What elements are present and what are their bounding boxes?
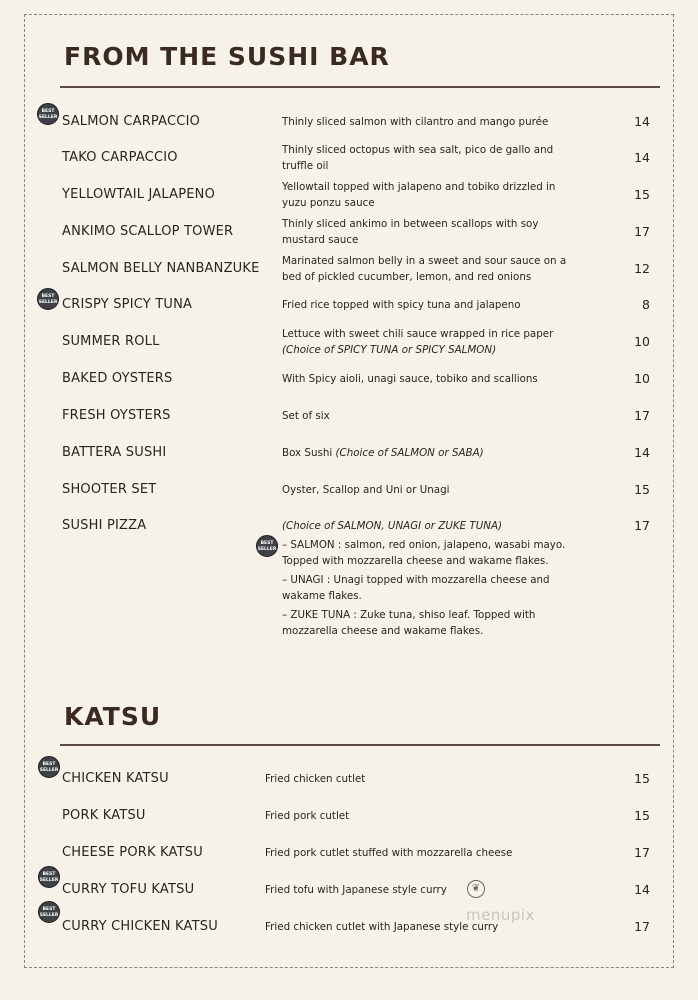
item-price: 15 [634,771,650,786]
item-name: CURRY CHICKEN KATSU [62,919,218,934]
item-description: Oyster, Scallop and Uni or Unagi [282,484,450,496]
item-price: 14 [634,882,650,897]
item-price: 14 [634,445,650,460]
item-price: 17 [634,518,650,533]
menupix-watermark: menupix [466,906,535,924]
item-name: SALMON BELLY NANBANZUKE [62,261,260,276]
item-description: Fried chicken cutlet with Japanese style curry [265,921,499,933]
item-description [282,518,574,639]
item-name: CRISPY SPICY TUNA [62,297,193,312]
best-seller-badge: BEST SELLER [38,901,60,923]
item-description: Fried rice topped with spicy tuna and jalapeno [282,299,521,311]
section-divider [60,86,660,88]
item-name: CHEESE PORK KATSU [62,845,203,860]
item-name: BAKED OYSTERS [62,371,173,386]
item-description: With Spicy aioli, unagi sauce, tobiko and scallions [282,373,538,385]
item-description: Thinly sliced salmon with cilantro and mango purée [282,116,549,128]
item-name: TAKO CARPACCIO [62,150,178,165]
item-price: 12 [634,261,650,276]
section-divider [60,744,660,746]
item-name: YELLOWTAIL JALAPENO [62,187,216,202]
item-price: 10 [634,334,650,349]
item-description [282,326,582,358]
item-name: BATTERA SUSHI [62,445,167,460]
item-description: Fried chicken cutlet [265,773,366,785]
best-seller-badge: BEST SELLER [256,535,278,557]
item-description: Fried tofu with Japanese style curry [265,884,447,896]
section-title-sushi-bar: FROM THE SUSHI BAR [64,42,390,71]
item-price: 14 [634,114,650,129]
item-name: SUSHI PIZZA [62,518,147,533]
item-description: Thinly sliced ankimo in between scallops with soy mustard sauce [282,218,539,246]
item-price: 15 [634,482,650,497]
item-price: 8 [642,297,650,312]
item-choice-note: (Choice of SALMON or SABA) [335,447,484,459]
pizza-option-salmon: – SALMON : salmon, red onion, jalapeno, wasabi mayo. Topped with mozzarella cheese and wakame flakes. [282,539,566,567]
item-description: Fried pork cutlet stuffed with mozzarella cheese [265,847,513,859]
item-name: SHOOTER SET [62,482,157,497]
section-title-katsu: KATSU [64,702,162,731]
item-name: ANKIMO SCALLOP TOWER [62,224,234,239]
item-description-text: Lettuce with sweet chili sauce wrapped in rice paper [282,328,554,340]
best-seller-badge: BEST SELLER [37,103,59,125]
item-price: 17 [634,845,650,860]
item-name: PORK KATSU [62,808,146,823]
item-description: Fried pork cutlet [265,810,350,822]
item-name: FRESH OYSTERS [62,408,171,423]
item-choice-note: (Choice of SALMON, UNAGI or ZUKE TUNA) [282,520,503,532]
item-price: 17 [634,919,650,934]
item-price: 17 [634,408,650,423]
pizza-option-zuke-tuna: – ZUKE TUNA : Zuke tuna, shiso leaf. Topped with mozzarella cheese and wakame flakes. [282,609,536,637]
item-price: 14 [634,150,650,165]
item-description-text: Box Sushi [282,447,333,459]
item-name: CHICKEN KATSU [62,771,169,786]
item-name: SUMMER ROLL [62,334,160,349]
item-description: Thinly sliced octopus with sea salt, pico de gallo and truffle oil [282,144,554,172]
item-name: SALMON CARPACCIO [62,114,201,129]
item-description: Yellowtail topped with jalapeno and tobiko drizzled in yuzu ponzu sauce [282,181,556,209]
item-price: 10 [634,371,650,386]
pizza-option-unagi: – UNAGI : Unagi topped with mozzarella cheese and wakame flakes. [282,574,550,602]
best-seller-badge: BEST SELLER [38,756,60,778]
best-seller-badge: BEST SELLER [38,866,60,888]
item-price: 15 [634,808,650,823]
vegetarian-leaf-icon: ❦ [467,880,485,898]
item-choice-note: (Choice of SPICY TUNA or SPICY SALMON) [282,344,497,356]
item-name: CURRY TOFU KATSU [62,882,195,897]
best-seller-badge: BEST SELLER [37,288,59,310]
item-price: 15 [634,187,650,202]
item-description: Set of six [282,410,330,422]
item-price: 17 [634,224,650,239]
item-description: Marinated salmon belly in a sweet and sour sauce on a bed of pickled cucumber, lemon, and red onions [282,255,567,283]
item-description [282,445,602,461]
